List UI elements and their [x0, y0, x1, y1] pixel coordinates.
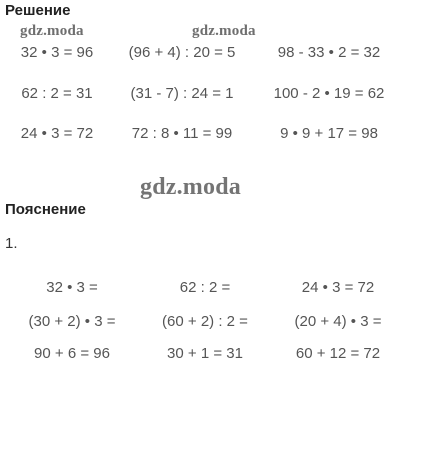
solution-equation: 62 : 2 = 31: [21, 85, 93, 102]
solution-equation: (96 + 4) : 20 = 5: [128, 44, 236, 61]
explanation-equation: 24 • 3 = 72: [301, 279, 375, 296]
explanation-equation: 90 + 6 = 96: [34, 345, 110, 362]
explanation-equation: (60 + 2) : 2 =: [162, 313, 248, 330]
item-number: 1.: [5, 235, 18, 252]
solution-equation: 72 : 8 • 11 = 99: [131, 125, 233, 142]
explanation-equation: 62 : 2 =: [179, 279, 231, 296]
solution-equation: 100 - 2 • 19 = 62: [273, 85, 385, 102]
solution-equation: 24 • 3 = 72: [20, 125, 94, 142]
solution-equation: (31 - 7) : 24 = 1: [130, 85, 234, 102]
solution-equation: 32 • 3 = 96: [20, 44, 94, 61]
solution-heading: Решение: [5, 2, 71, 19]
watermark-left: gdz.moda: [20, 23, 84, 39]
solution-equation: 98 - 33 • 2 = 32: [277, 44, 381, 61]
explanation-equation: 30 + 1 = 31: [167, 345, 243, 362]
explanation-equation: (30 + 2) • 3 =: [28, 313, 116, 330]
explanation-heading: Пояснение: [5, 201, 86, 218]
watermark-right: gdz.moda: [192, 23, 256, 39]
explanation-equation: 60 + 12 = 72: [295, 345, 381, 362]
explanation-equation: (20 + 4) • 3 =: [294, 313, 382, 330]
explanation-equation: 32 • 3 =: [46, 279, 98, 296]
solution-equation: 9 • 9 + 17 = 98: [280, 125, 378, 142]
watermark-center: gdz.moda: [140, 174, 241, 200]
